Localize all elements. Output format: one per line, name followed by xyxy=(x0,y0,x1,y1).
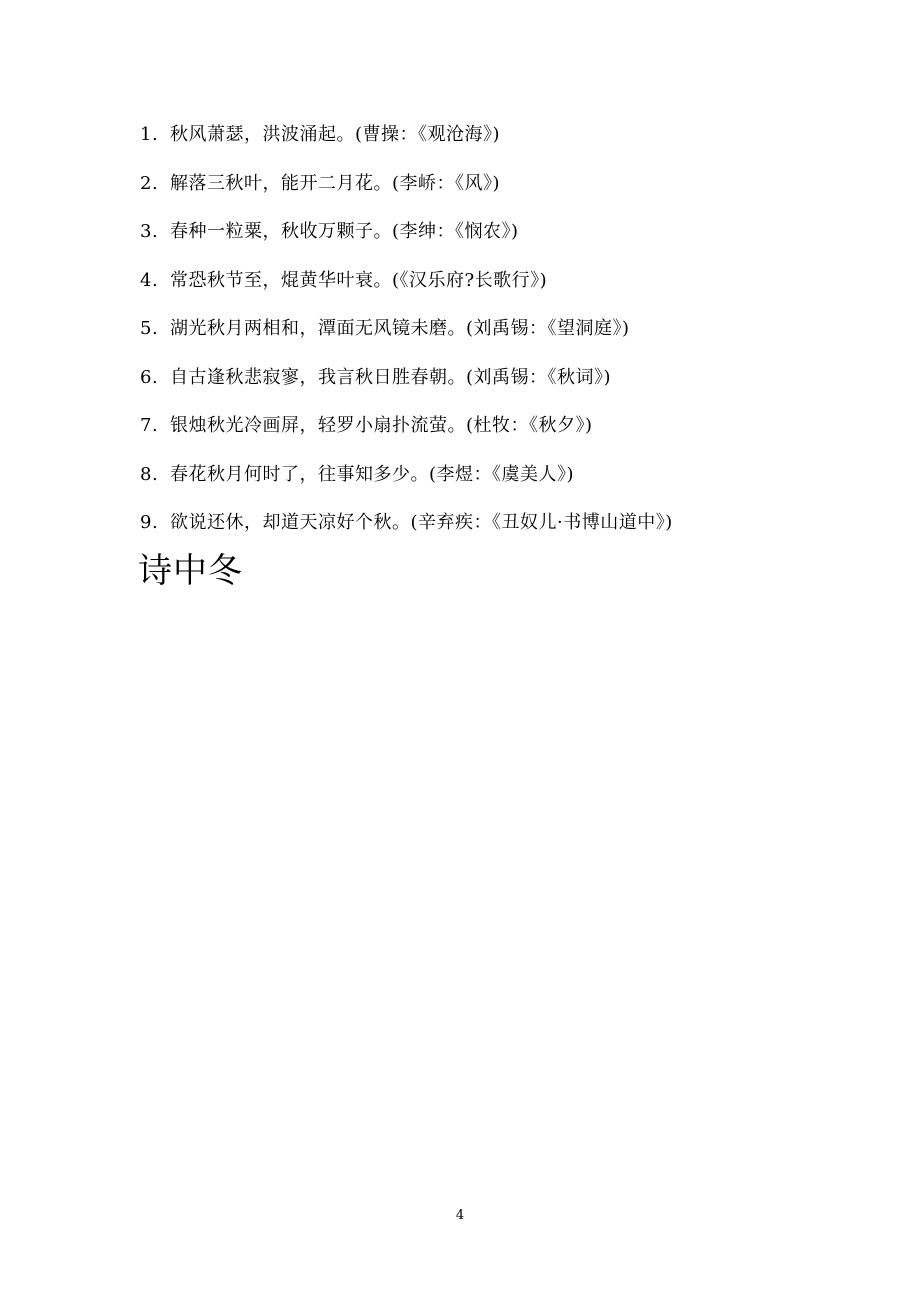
poem-number: 7. xyxy=(140,415,159,436)
poem-text: 春种一粒粟，秋收万颗子。(李绅：《悯农》) xyxy=(170,221,519,242)
poem-text: 秋风萧瑟，洪波涌起。(曹操：《观沧海》) xyxy=(170,124,501,145)
poem-text: 常恐秋节至，焜黄华叶衰。(《汉乐府?长歌行》) xyxy=(170,269,548,291)
poem-number: 9. xyxy=(140,512,159,533)
poem-text: 自古逢秋悲寂寥，我言秋日胜春朝。(刘禹锡：《秋词》) xyxy=(170,366,612,388)
poem-item-5 xyxy=(140,315,880,364)
section-heading: 诗中冬 xyxy=(138,551,243,591)
poem-item-1 xyxy=(140,121,880,170)
poem-number: 6. xyxy=(140,366,159,388)
poem-list xyxy=(140,121,880,558)
poem-item-7 xyxy=(140,412,880,461)
poem-item-6 xyxy=(140,364,880,413)
poem-text: 解落三秋叶，能开二月花。(李峤：《风》) xyxy=(170,172,501,194)
poem-number: 8. xyxy=(140,463,159,485)
poem-text: 欲说还休，却道天凉好个秋。(辛弃疾：《丑奴儿·书博山道中》) xyxy=(170,512,673,533)
poem-number: 3. xyxy=(140,221,159,242)
poem-item-4 xyxy=(140,267,880,316)
poem-item-3 xyxy=(140,218,880,267)
poem-number: 2. xyxy=(140,172,159,194)
poem-item-9 xyxy=(140,509,880,558)
poem-item-8 xyxy=(140,461,880,510)
poem-number: 4. xyxy=(140,269,159,291)
poem-number: 5. xyxy=(140,318,159,339)
poem-text: 春花秋月何时了，往事知多少。(李煜：《虞美人》) xyxy=(170,463,575,485)
poem-text: 湖光秋月两相和，潭面无风镜未磨。(刘禹锡：《望洞庭》) xyxy=(170,318,630,339)
poem-item-2 xyxy=(140,170,880,219)
poem-text: 银烛秋光冷画屏，轻罗小扇扑流萤。(杜牧：《秋夕》) xyxy=(170,415,593,436)
poem-number: 1. xyxy=(140,124,159,145)
page-number: 4 xyxy=(455,1208,465,1223)
